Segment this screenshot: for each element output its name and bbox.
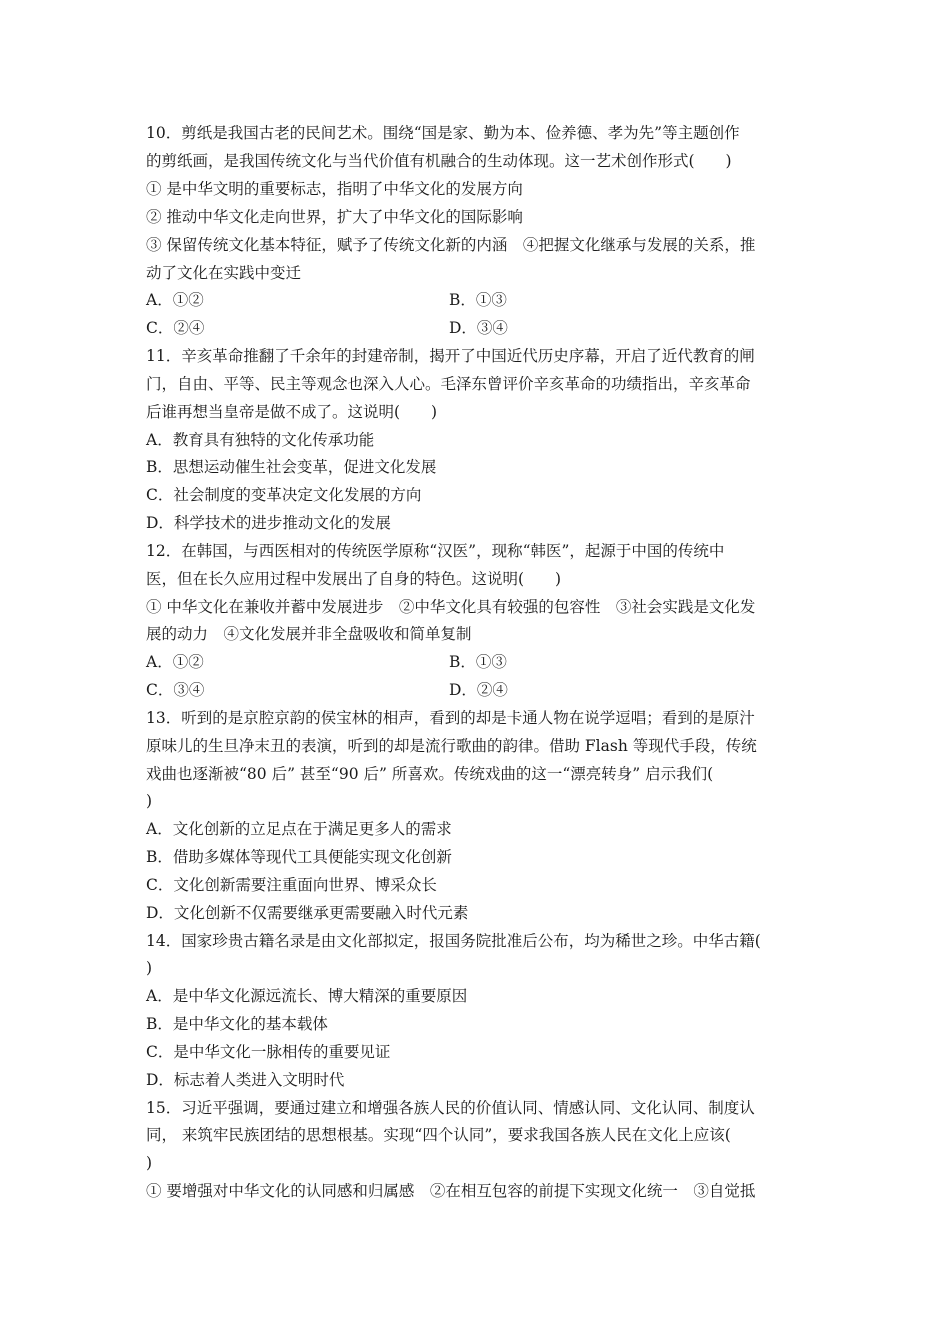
q15-stem-line-2: 同， 来筑牢民族团结的思想根基。实现“四个认同”，要求我国各族人民在文化上应该(: [146, 1126, 731, 1144]
q13-stem-line-1: 13．听到的是京腔京韵的侯宝林的相声，看到的却是卡通人物在说学逗唱；看到的是原汁: [146, 709, 755, 727]
q12-statement-1: ① 中华文化在兼收并蓄中发展进步 ②中华文化具有较强的包容性 ③社会实践是文化发: [146, 598, 756, 616]
q10-statement-2: ② 推动中华文化走向世界，扩大了中华文化的国际影响: [146, 208, 523, 226]
q10-option-b: B．①③: [449, 291, 507, 309]
q11-option-a: A．教育具有独特的文化传承功能: [146, 431, 375, 449]
q15-stem-line-3: ): [146, 1154, 153, 1172]
q10-stem-line-1: 10．剪纸是我国古老的民间艺术。围绕“国是家、勤为本、俭养德、孝为先”等主题创作: [146, 124, 740, 142]
q13-option-c: C．文化创新需要注重面向世界、博采众长: [146, 876, 437, 894]
q10-option-c: C．②④: [146, 319, 205, 337]
q14-option-c: C．是中华文化一脉相传的重要见证: [146, 1043, 391, 1061]
q12-stem-line-2: 医，但在长久应用过程中发展出了自身的特色。这说明( ): [146, 570, 562, 588]
q12-option-b: B．①③: [449, 653, 507, 671]
q11-option-c: C．社会制度的变革决定文化发展的方向: [146, 486, 422, 504]
q13-stem-line-4: ): [146, 792, 153, 810]
q10-stem-line-2: 的剪纸画，是我国传统文化与当代价值有机融合的生动体现。这一艺术创作形式( ): [146, 152, 732, 170]
q14-option-a: A．是中华文化源远流长、博大精深的重要原因: [146, 987, 468, 1005]
q11-stem-line-1: 11．辛亥革命推翻了千余年的封建帝制，揭开了中国近代历史序幕，开启了近代教育的闸: [146, 347, 755, 365]
q10-statement-3: ③ 保留传统文化基本特征，赋予了传统文化新的内涵 ④把握文化继承与发展的关系，推: [146, 236, 756, 254]
q11-option-b: B．思想运动催生社会变革，促进文化发展: [146, 458, 437, 476]
q13-option-d: D．文化创新不仅需要继承更需要融入时代元素: [146, 904, 469, 922]
q13-option-b: B．借助多媒体等现代工具便能实现文化创新: [146, 848, 452, 866]
q10-statement-4: 动了文化在实践中变迁: [146, 264, 302, 282]
q11-stem-line-3: 后谁再想当皇帝是做不成了。这说明( ): [146, 403, 438, 421]
q12-option-c: C．③④: [146, 681, 205, 699]
q15-statement-1: ① 要增强对中华文化的认同感和归属感 ②在相互包容的前提下实现文化统一 ③自觉抵: [146, 1182, 756, 1200]
q11-stem-line-2: 门，自由、平等、民主等观念也深入人心。毛泽东曾评价辛亥革命的功绩指出，辛亥革命: [146, 375, 751, 393]
q12-statement-2: 展的动力 ④文化发展并非全盘吸收和简单复制: [146, 625, 472, 643]
q12-option-a: A．①②: [146, 653, 204, 671]
q13-option-a: A．文化创新的立足点在于满足更多人的需求: [146, 820, 452, 838]
q12-stem-line-1: 12．在韩国，与西医相对的传统医学原称“汉医”，现称“韩医”，起源于中国的传统中: [146, 542, 725, 560]
q10-statement-1: ① 是中华文明的重要标志，指明了中华文化的发展方向: [146, 180, 523, 198]
q14-stem-line-2: ): [146, 959, 153, 977]
q14-stem-line-1: 14．国家珍贵古籍名录是由文化部拟定，报国务院批准后公布，均为稀世之珍。中华古籍(: [146, 932, 761, 950]
q13-stem-line-2: 原味儿的生旦净末丑的表演，听到的却是流行歌曲的韵律。借助 Flash 等现代手段，传统: [146, 737, 757, 755]
q14-option-b: B．是中华文化的基本载体: [146, 1015, 328, 1033]
q13-stem-line-3: 戏曲也逐渐被“80 后” 甚至“90 后” 所喜欢。传统戏曲的这一“漂亮转身” 启示我们(: [146, 765, 714, 783]
q11-option-d: D．科学技术的进步推动文化的发展: [146, 514, 391, 532]
q14-option-d: D．标志着人类进入文明时代: [146, 1071, 345, 1089]
q10-option-a: A．①②: [146, 291, 204, 309]
q12-option-d: D．②④: [449, 681, 508, 699]
q10-option-d: D．③④: [449, 319, 508, 337]
q15-stem-line-1: 15．习近平强调，要通过建立和增强各族人民的价值认同、情感认同、文化认同、制度认: [146, 1099, 755, 1117]
